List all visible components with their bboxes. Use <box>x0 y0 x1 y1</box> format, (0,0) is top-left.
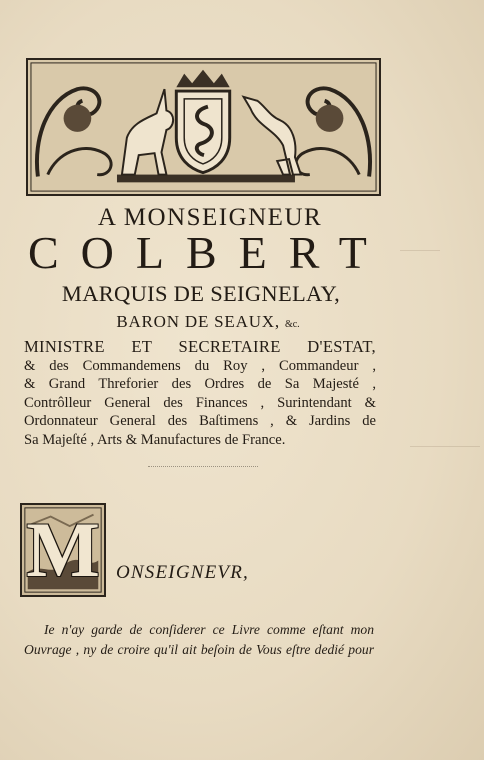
dedicatee-title-baron: BARON DE SEAUX, &c. <box>116 312 300 331</box>
office-line: MINISTRE ET SECRETAIRE D'ESTAT, <box>24 337 376 356</box>
salutation: ONSEIGNEVR, <box>116 562 249 583</box>
dedicatee-title-marquis: MARQUIS DE SEIGNELAY, <box>61 281 341 306</box>
office-line: & des Commandemens du Roy , Commandeur , <box>24 358 376 374</box>
office-line: Contrôlleur General des Finances , Surintendant & <box>24 394 376 411</box>
italic-text-line: Ouvrage , ny de croire qu'il ait beſoin de Vous eſtre dedié pour <box>24 642 374 657</box>
section-divider <box>148 466 258 467</box>
show-through-line <box>410 446 480 447</box>
dedicatee-name: COLBERT <box>28 227 389 278</box>
ornamental-initial-icon <box>20 503 106 597</box>
dedication-heading: A MONSEIGNEUR <box>97 204 323 231</box>
initial-letter: M <box>26 506 100 593</box>
office-line: & Grand Threforier des Ordres de Sa Majesté , <box>24 376 376 393</box>
show-through-line <box>400 250 440 251</box>
italic-text-line: Ie n'ay garde de conſiderer ce Livre comme eſtant mon <box>44 622 374 637</box>
dedicatee-offices <box>24 337 376 449</box>
office-line: Sa Majeſté , Arts & Manufactures de France. <box>24 431 286 448</box>
coat-of-arms-headpiece-icon <box>26 58 381 196</box>
office-line: Ordonnateur General des Baſtimens , & Jardins de <box>24 413 376 430</box>
